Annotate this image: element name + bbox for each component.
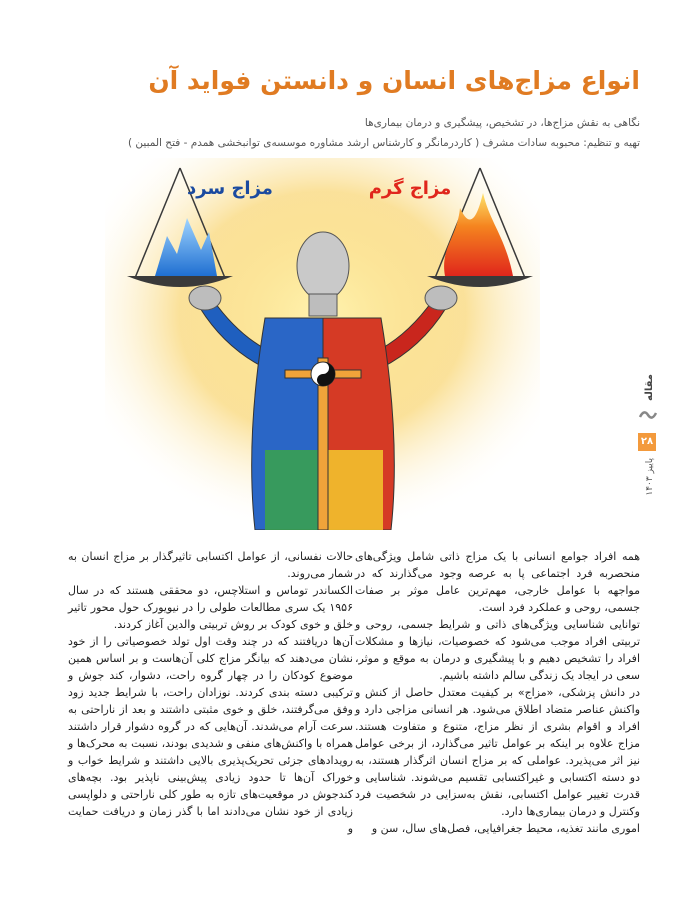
paragraph: الکساندر توماس و استلاچس، دو محققی هستند که در سال ۱۹۵۶ یک سری مطالعات طولی را در نیویورک حول محور تاثیر خلق و خوی کودک بر روش تربیتی والدین آغاز کردند. xyxy=(68,584,353,631)
magazine-logo-icon xyxy=(638,405,658,425)
issue-date: پاییز ۱۴۰۳ xyxy=(645,458,655,496)
paragraph: آن‌ها دریافتند که در چند وقت اول تولد خصوصیاتی را از خود نشان می‌دهند که بیانگر مزاج کلی آن‌هاست و بر اساس همین موضوع کودکان را در چهار گروه راحت، دشوار، کند جوش و ترکیبی دسته بندی کردند. نوزادان راحت، با شرایط جدید زود وفق می‌گرفتند، خلق و خوی مثبتی داشتند و بعد از ناراحتی به سرعت آرام می‌شدند. آن‌هایی که در گروه دشوار قرار داشتند همراه با واکنش‌های منفی و شدیدی بودند، نسبت به محرک‌ها و رویدادهای جزئی تحریک‌پذیری بالایی داشتند و شرایط خواب و خوراک آن‌ها تا حدود زیادی پیش‌بینی ناپذیر بود. بچه‌های کندجوش در موقعیت‌های تازه به طور کلی ناراحتی و دلواپسی زیادی از خود نشان می‌دادند اما با گذر زمان و دریافت حمایت و xyxy=(68,635,353,835)
body-column-right xyxy=(355,548,640,837)
paragraph: در دانش پزشکی، «مزاج» بر کیفیت معتدل حاصل از کنش و واکنش عناصر متضاد اطلاق می‌شود. هر انسانی مزاجی دارد و افراد و اقوام بشری از نظر مزاج، متنوع و متفاوت هستند. مزاج علاوه بر اینکه بر عوامل تاثیر می‌گذارد، از برخی عوامل نیز اثر می‌پذیرد. عواملی که بر مزاج انسان اثرگذار هستند، به دو دسته اکتسابی و غیراکتسابی تقسیم می‌شوند. شناسایی و قدرت تغییر عوامل اکتسابی، نقش به‌سزایی در شخصیت فرد وکنترل و درمان بیماری‌ها دارد. xyxy=(355,686,640,818)
article-byline: تهیه و تنظیم: محبوبه سادات مشرف ( کاردرمانگر و کارشناس ارشد مشاوره موسسه‌ی توانبخشی همدم - فتح المبین ) xyxy=(128,137,640,149)
page-number: ۲۸ xyxy=(638,433,656,451)
paragraph: حالات نفسانی، از عوامل اکتسابی تاثیرگذار بر مزاج انسان به شمار می‌روند. xyxy=(68,550,353,580)
paragraph: توانایی شناسایی ویژگی‌های ذاتی و شرایط جسمی، روحی و تربیتی افراد موجب می‌شود که خصوصیات، نیازها و مشکلات افراد را تشخیص دهیم و با پیشگیری و درمان به موقع و موثر، سعی در ایجاد یک زندگی سالم داشته باشیم. xyxy=(355,618,640,682)
section-label: مقاله xyxy=(644,374,655,401)
warm-temperament-label: مزاج گرم xyxy=(368,178,452,199)
body-column-left xyxy=(68,548,353,837)
paragraph: اموری مانند تغذیه، محیط جغرافیایی، فصل‌های سال، سن و xyxy=(371,822,640,835)
temperament-illustration xyxy=(105,158,540,530)
cold-temperament-label: مزاج سرد xyxy=(187,178,273,199)
article-subtitle: نگاهی به نقش مزاج‌ها، در تشخیص، پیشگیری و درمان بیماری‌ها xyxy=(364,117,640,129)
article-title: انواع مزاج‌های انسان و دانستن فواید آن xyxy=(148,66,640,95)
paragraph: همه افراد جوامع انسانی با یک مزاج ذاتی شامل ویژگی‌های منحصربه فرد اجتماعی پا به عرصه وجود می‌گذارند که در مواجهه با عوامل خارجی، مهم‌ترین عامل موثر بر صفات جسمی، روحی و عملکرد فرد است. xyxy=(355,550,640,614)
